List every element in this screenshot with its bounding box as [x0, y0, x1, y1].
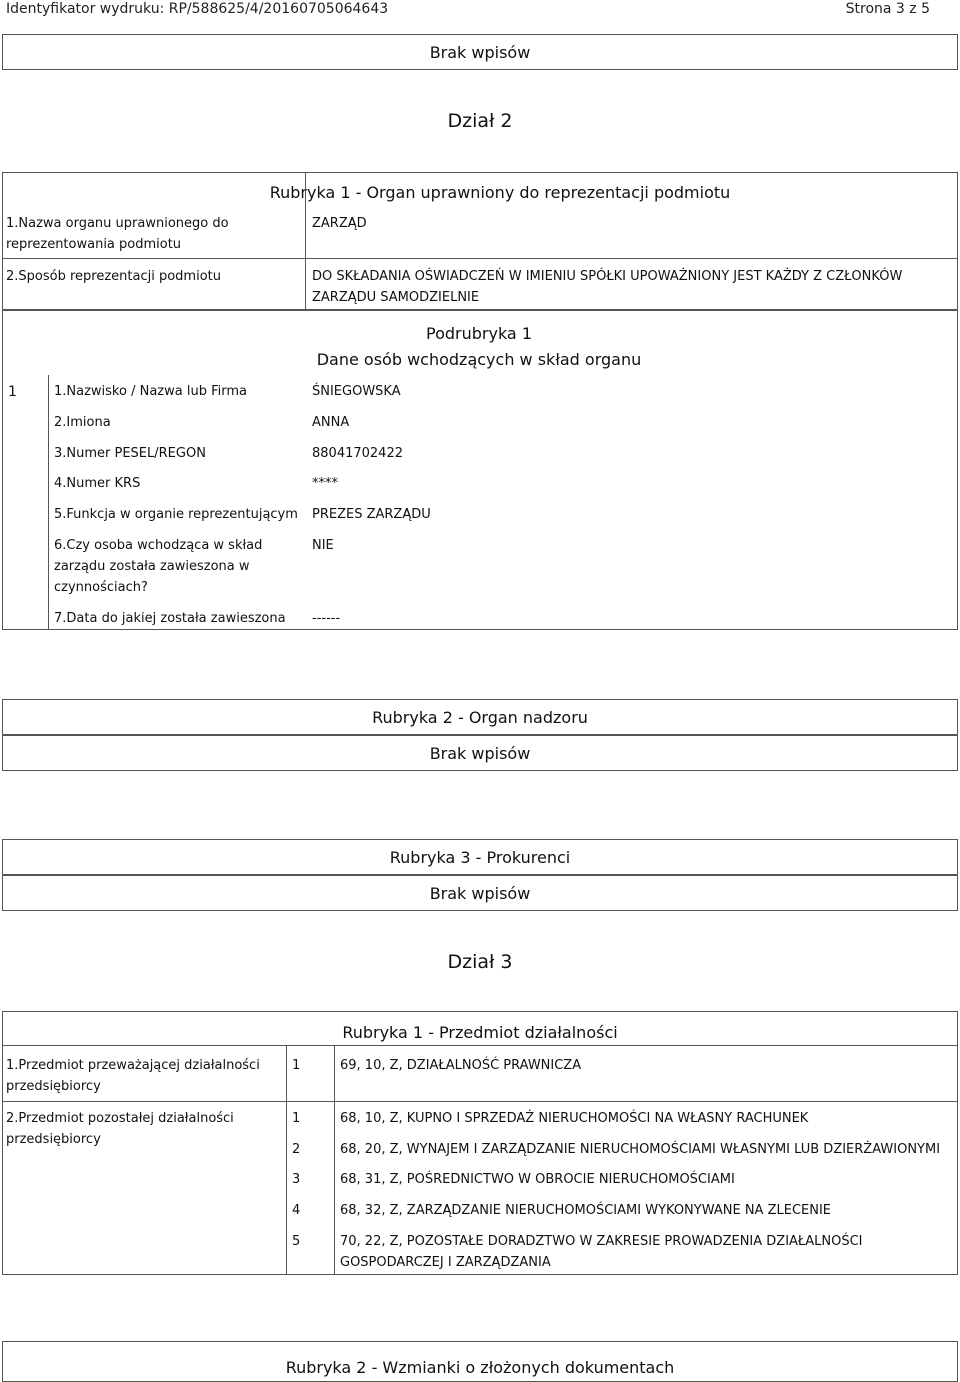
other-activity-text: 68, 32, Z, ZARZĄDZANIE NIERUCHOMOŚCIAMI WYKONYWANE NA ZLECENIE — [340, 1203, 832, 1218]
field-value-krs: **** — [312, 476, 338, 491]
dzial-3-rubryka-2-box — [2, 1341, 958, 1382]
dzial-3-rubryka-1-title: Rubryka 1 - Przedmiot działalności — [342, 1023, 618, 1042]
other-activity-number: 1 — [292, 1111, 301, 1126]
field-label-suspension-date: 7.Data do jakiej została zawieszona — [54, 611, 286, 626]
field-label-krs: 4.Numer KRS — [54, 476, 141, 491]
rubryka-2-empty-box — [2, 735, 958, 771]
number-column-divider — [334, 1045, 335, 1275]
empty-entries-text: Brak wpisów — [429, 43, 531, 62]
other-activity-text: 68, 20, Z, WYNAJEM I ZARZĄDZANIE NIERUCHOMOŚCIAMI WŁASNYMI LUB DZIERŻAWIONYMI — [340, 1142, 941, 1157]
field-value-first-names: ANNA — [312, 415, 350, 430]
field-value-pesel: 88041702422 — [312, 446, 403, 461]
other-activity-number: 5 — [292, 1234, 301, 1249]
rubryka-2-title-box — [2, 699, 958, 735]
other-activity-text: 70, 22, Z, POZOSTAŁE DORADZTWO W ZAKRESIE PROWADZENIA DZIAŁALNOŚCI GOSPODARCZEJ I ZARZĄDZANIA — [340, 1234, 863, 1270]
field-label-function: 5.Funkcja w organie reprezentującym — [54, 507, 298, 522]
rubryka-3-empty-box — [2, 875, 958, 911]
section-title-dzial-3: Dział 3 — [447, 951, 513, 973]
row-divider — [2, 258, 958, 259]
index-column-divider — [48, 375, 49, 630]
rubryka-3-title-box — [2, 839, 958, 875]
field-value-suspension-date: ------ — [312, 611, 341, 626]
rubryka-3-empty: Brak wpisów — [429, 884, 531, 903]
field-label-organ-name: 1.Nazwa organu uprawnionego do reprezentowania podmiotu — [6, 216, 229, 252]
main-activity-number: 1 — [292, 1058, 301, 1073]
page-number: Strona 3 z 5 — [845, 1, 930, 17]
label-column-divider — [286, 1045, 287, 1275]
rubryka-3-title: Rubryka 3 - Prokurenci — [389, 848, 571, 867]
other-activity-number: 2 — [292, 1142, 301, 1157]
field-value-function: PREZES ZARZĄDU — [312, 507, 431, 522]
other-activity-label: 2.Przedmiot pozostałej działalności przedsiębiorcy — [6, 1111, 234, 1147]
person-index: 1 — [8, 384, 17, 400]
field-label-first-names: 2.Imiona — [54, 415, 111, 430]
section-title-dzial-2: Dział 2 — [447, 110, 513, 132]
field-value-surname: ŚNIEGOWSKA — [312, 384, 401, 399]
row-divider — [2, 1101, 958, 1102]
field-value-organ-name: ZARZĄD — [312, 216, 367, 231]
dzial-3-rubryka-2-title: Rubryka 2 - Wzmianki o złożonych dokumentach — [285, 1358, 675, 1377]
row-divider — [2, 1045, 958, 1046]
other-activity-number: 4 — [292, 1203, 301, 1218]
main-activity-label: 1.Przedmiot przeważającej działalności przedsiębiorcy — [6, 1058, 260, 1094]
column-divider — [305, 172, 306, 310]
field-label-suspended: 6.Czy osoba wchodząca w skład zarządu została zawieszona w czynnościach? — [54, 538, 263, 595]
print-identifier: Identyfikator wydruku: RP/588625/4/20160705064643 — [6, 1, 389, 17]
podrubryka-1-title: Podrubryka 1 — [426, 324, 532, 343]
rubryka-2-empty: Brak wpisów — [429, 744, 531, 763]
field-label-pesel: 3.Numer PESEL/REGON — [54, 446, 206, 461]
main-activity-text: 69, 10, Z, DZIAŁALNOŚĆ PRAWNICZA — [340, 1058, 582, 1073]
field-label-surname: 1.Nazwisko / Nazwa lub Firma — [54, 384, 247, 399]
field-label-representation: 2.Sposób reprezentacji podmiotu — [6, 269, 221, 284]
empty-entries-box — [2, 34, 958, 70]
rubryka-1-title: Rubryka 1 - Organ uprawniony do reprezentacji podmiotu — [269, 183, 731, 202]
other-activity-text: 68, 10, Z, KUPNO I SPRZEDAŻ NIERUCHOMOŚCI NA WŁASNY RACHUNEK — [340, 1111, 809, 1126]
other-activity-number: 3 — [292, 1172, 301, 1187]
field-value-representation: DO SKŁADANIA OŚWIADCZEŃ W IMIENIU SPÓŁKI UPOWAŻNIONY JEST KAŻDY Z CZŁONKÓW ZARZĄDU SAMODZIELNIE — [312, 269, 903, 305]
other-activity-text: 68, 31, Z, POŚREDNICTWO W OBROCIE NIERUCHOMOŚCIAMI — [340, 1172, 735, 1187]
field-value-suspended: NIE — [312, 538, 334, 553]
podrubryka-1-subtitle: Dane osób wchodzących w skład organu — [316, 350, 642, 369]
rubryka-2-title: Rubryka 2 - Organ nadzoru — [372, 708, 588, 727]
